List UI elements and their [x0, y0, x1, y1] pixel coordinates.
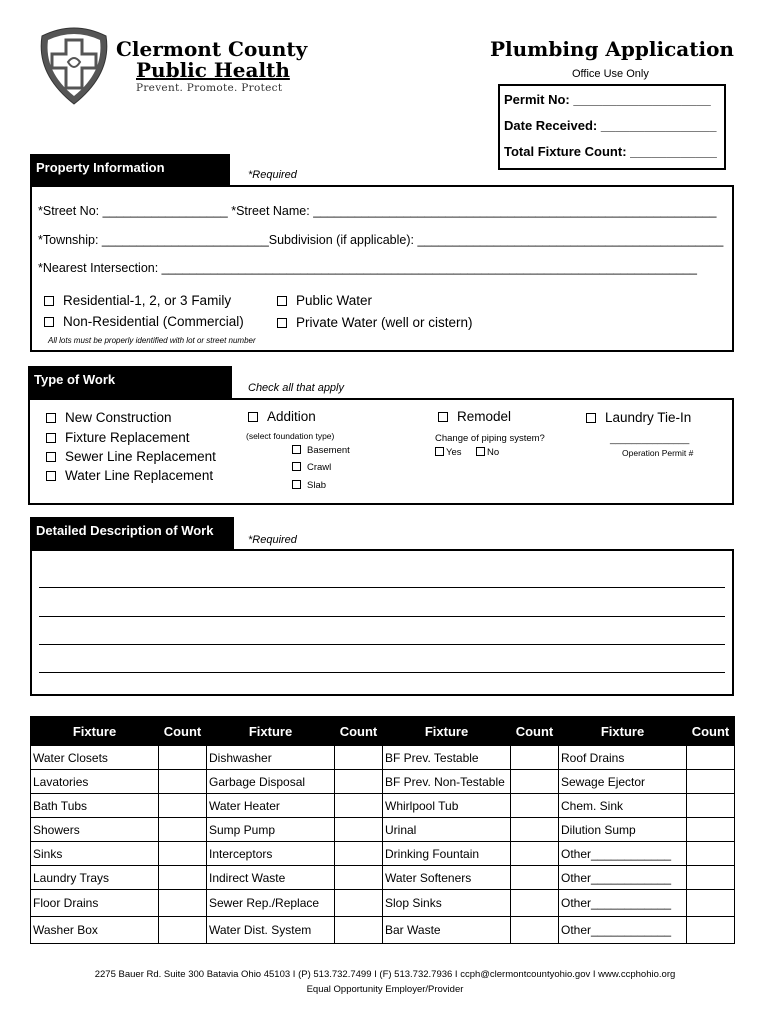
- change-piping-question: Change of piping system?: [435, 433, 545, 444]
- office-use-label: Office Use Only: [572, 68, 649, 80]
- fixture-count-cell[interactable]: [335, 917, 383, 944]
- footer-address: 2275 Bauer Rd. Suite 300 Batavia Ohio 45103 I (P) 513.732.7499 I (F) 513.732.7936 I ccph@clermontcountyohio.gov I www.ccphohio.org: [94, 969, 676, 980]
- fixture-name-cell: Other____________: [559, 866, 687, 890]
- fixture-count-cell[interactable]: [511, 746, 559, 770]
- remodel-option[interactable]: Remodel: [438, 409, 511, 424]
- checkbox[interactable]: [435, 447, 444, 456]
- count-col-header: Count: [687, 717, 735, 746]
- permit-no-field: Permit No: ___________________: [504, 92, 711, 107]
- fixture-name-cell: Bar Waste: [383, 917, 511, 944]
- fixture-count-cell[interactable]: [159, 746, 207, 770]
- fixture-name-cell: Laundry Trays: [31, 866, 159, 890]
- checkbox[interactable]: [476, 447, 485, 456]
- fixture-name-cell: Other____________: [559, 842, 687, 866]
- org-name-line2: Public Health: [136, 58, 290, 82]
- org-name: Clermont County: [116, 37, 308, 61]
- slab-option[interactable]: Slab: [292, 480, 326, 491]
- fixture-count-cell[interactable]: [511, 917, 559, 944]
- non-residential-option[interactable]: Non-Residential (Commercial): [44, 314, 244, 329]
- fixture-count-cell[interactable]: [159, 770, 207, 794]
- fixture-count-cell[interactable]: [687, 818, 735, 842]
- tagline: Prevent. Promote. Protect: [136, 82, 283, 94]
- fixture-name-cell: Slop Sinks: [383, 890, 511, 917]
- check-all-note: Check all that apply: [248, 382, 344, 394]
- fixture-name-cell: Lavatories: [31, 770, 159, 794]
- fixture-count-cell[interactable]: [511, 890, 559, 917]
- fixture-name-cell: Chem. Sink: [559, 794, 687, 818]
- fixture-count-cell[interactable]: [335, 818, 383, 842]
- residential-option[interactable]: Residential-1, 2, or 3 Family: [44, 293, 231, 308]
- fixture-count-cell[interactable]: [335, 770, 383, 794]
- date-received-field: Date Received: ________________: [504, 118, 717, 133]
- checkbox[interactable]: [46, 413, 56, 423]
- count-col-header: Count: [511, 717, 559, 746]
- township-field[interactable]: *Township: ________________________Subdivision (if applicable): ____________________________________________: [38, 233, 724, 247]
- fixture-name-cell: Water Softeners: [383, 866, 511, 890]
- water-line-option[interactable]: Water Line Replacement: [46, 468, 213, 483]
- fixture-count-cell[interactable]: [159, 917, 207, 944]
- fixture-count-cell[interactable]: [159, 890, 207, 917]
- description-line[interactable]: [39, 644, 725, 645]
- checkbox[interactable]: [46, 433, 56, 443]
- fixture-name-cell: Dishwasher: [207, 746, 335, 770]
- table-row: [31, 770, 735, 794]
- table-row: [31, 794, 735, 818]
- description-section-heading: Detailed Description of Work: [30, 517, 234, 550]
- fixture-name-cell: Floor Drains: [31, 890, 159, 917]
- fixture-count-cell[interactable]: [335, 794, 383, 818]
- fixture-count-cell[interactable]: [511, 866, 559, 890]
- fixture-count-cell[interactable]: [687, 770, 735, 794]
- fixture-name-cell: Urinal: [383, 818, 511, 842]
- fixture-count-cell[interactable]: [159, 818, 207, 842]
- fixture-name-cell: Sinks: [31, 842, 159, 866]
- logo: [34, 24, 114, 106]
- checkbox[interactable]: [277, 318, 287, 328]
- basement-option[interactable]: Basement: [292, 445, 350, 456]
- fixture-count-cell[interactable]: [511, 770, 559, 794]
- fixture-name-cell: Whirlpool Tub: [383, 794, 511, 818]
- fixture-count-cell[interactable]: [159, 866, 207, 890]
- fixture-count-cell[interactable]: [335, 746, 383, 770]
- table-row: [31, 917, 735, 944]
- operation-permit-line[interactable]: _______________: [610, 434, 690, 445]
- fixture-name-cell: Other____________: [559, 890, 687, 917]
- checkbox[interactable]: [46, 471, 56, 481]
- checkbox[interactable]: [292, 462, 301, 471]
- fixture-count-cell[interactable]: [687, 746, 735, 770]
- description-line[interactable]: [39, 587, 725, 588]
- piping-yes-option[interactable]: Yes: [435, 447, 462, 458]
- checkbox[interactable]: [292, 445, 301, 454]
- fixture-name-cell: Sewage Ejector: [559, 770, 687, 794]
- count-col-header: Count: [159, 717, 207, 746]
- fixture-count-cell[interactable]: [159, 842, 207, 866]
- checkbox[interactable]: [44, 317, 54, 327]
- fixture-name-cell: Indirect Waste: [207, 866, 335, 890]
- fixture-count-cell[interactable]: [159, 794, 207, 818]
- lot-note: All lots must be properly identified with lot or street number: [48, 336, 256, 345]
- total-fixture-field: Total Fixture Count: ____________: [504, 144, 717, 159]
- intersection-field[interactable]: *Nearest Intersection: _____________________________________________________________________________: [38, 261, 697, 275]
- fixture-count-cell[interactable]: [335, 890, 383, 917]
- piping-no-option[interactable]: No: [476, 447, 499, 458]
- table-row: [31, 866, 735, 890]
- description-line[interactable]: [39, 672, 725, 673]
- fixture-count-cell[interactable]: [687, 917, 735, 944]
- fixture-count-cell[interactable]: [335, 842, 383, 866]
- table-row: [31, 842, 735, 866]
- fixture-name-cell: Drinking Fountain: [383, 842, 511, 866]
- fixture-col-header: Fixture: [31, 717, 159, 746]
- fixture-name-cell: Water Heater: [207, 794, 335, 818]
- table-row: [31, 746, 735, 770]
- page-title: Plumbing Application: [490, 37, 734, 61]
- property-section: [30, 185, 734, 352]
- fixture-count-cell[interactable]: [687, 794, 735, 818]
- fixture-col-header: Fixture: [207, 717, 335, 746]
- fixture-count-cell[interactable]: [511, 794, 559, 818]
- fixture-name-cell: Washer Box: [31, 917, 159, 944]
- fixture-table: [30, 716, 735, 944]
- cross-shield-icon: [34, 24, 114, 106]
- checkbox[interactable]: [292, 480, 301, 489]
- fixture-name-cell: BF Prev. Non-Testable: [383, 770, 511, 794]
- fixture-count-cell[interactable]: [511, 818, 559, 842]
- fixture-name-cell: Water Closets: [31, 746, 159, 770]
- fixture-name-cell: Dilution Sump: [559, 818, 687, 842]
- table-row: [31, 818, 735, 842]
- fixture-count-cell[interactable]: [335, 866, 383, 890]
- property-section-heading: Property Information: [30, 154, 230, 186]
- fixture-name-cell: Water Dist. System: [207, 917, 335, 944]
- checkbox[interactable]: [248, 412, 258, 422]
- fixture-count-cell[interactable]: [511, 842, 559, 866]
- fixture-table-header: [31, 717, 735, 746]
- checkbox[interactable]: [277, 296, 287, 306]
- fixture-count-cell[interactable]: [687, 890, 735, 917]
- fixture-name-cell: Interceptors: [207, 842, 335, 866]
- crawl-option[interactable]: Crawl: [292, 462, 331, 473]
- fixture-replacement-option[interactable]: Fixture Replacement: [46, 430, 190, 445]
- checkbox[interactable]: [46, 452, 56, 462]
- new-construction-option[interactable]: New Construction: [46, 410, 172, 425]
- laundry-option[interactable]: Laundry Tie-In: [586, 410, 691, 425]
- foundation-note: (select foundation type): [246, 431, 335, 441]
- footer-eoe: Equal Opportunity Employer/Provider: [306, 984, 464, 995]
- work-section-heading: Type of Work: [28, 366, 232, 398]
- description-section[interactable]: [30, 549, 734, 696]
- description-line[interactable]: [39, 616, 725, 617]
- fixture-name-cell: BF Prev. Testable: [383, 746, 511, 770]
- fixture-col-header: Fixture: [383, 717, 511, 746]
- count-col-header: Count: [335, 717, 383, 746]
- checkbox[interactable]: [586, 413, 596, 423]
- office-use-box: [498, 84, 726, 170]
- work-section: [28, 398, 734, 505]
- fixture-name-cell: Sump Pump: [207, 818, 335, 842]
- description-required-note: *Required: [248, 534, 297, 546]
- fixture-name-cell: Roof Drains: [559, 746, 687, 770]
- sewer-line-option[interactable]: Sewer Line Replacement: [46, 449, 216, 464]
- fixture-name-cell: Bath Tubs: [31, 794, 159, 818]
- fixture-count-cell[interactable]: [687, 866, 735, 890]
- fixture-name-cell: Sewer Rep./Replace: [207, 890, 335, 917]
- fixture-col-header: Fixture: [559, 717, 687, 746]
- public-water-option[interactable]: Public Water: [277, 293, 372, 308]
- fixture-name-cell: Garbage Disposal: [207, 770, 335, 794]
- operation-permit-label: Operation Permit #: [622, 448, 694, 458]
- fixture-name-cell: Showers: [31, 818, 159, 842]
- street-field[interactable]: *Street No: __________________ *Street Name: __________________________________________________________: [38, 204, 717, 218]
- fixture-count-cell[interactable]: [687, 842, 735, 866]
- property-required-note: *Required: [248, 169, 297, 181]
- private-water-option[interactable]: Private Water (well or cistern): [277, 315, 473, 330]
- checkbox[interactable]: [44, 296, 54, 306]
- fixture-name-cell: Other____________: [559, 917, 687, 944]
- table-row: [31, 890, 735, 917]
- addition-option[interactable]: Addition: [248, 409, 316, 424]
- checkbox[interactable]: [438, 412, 448, 422]
